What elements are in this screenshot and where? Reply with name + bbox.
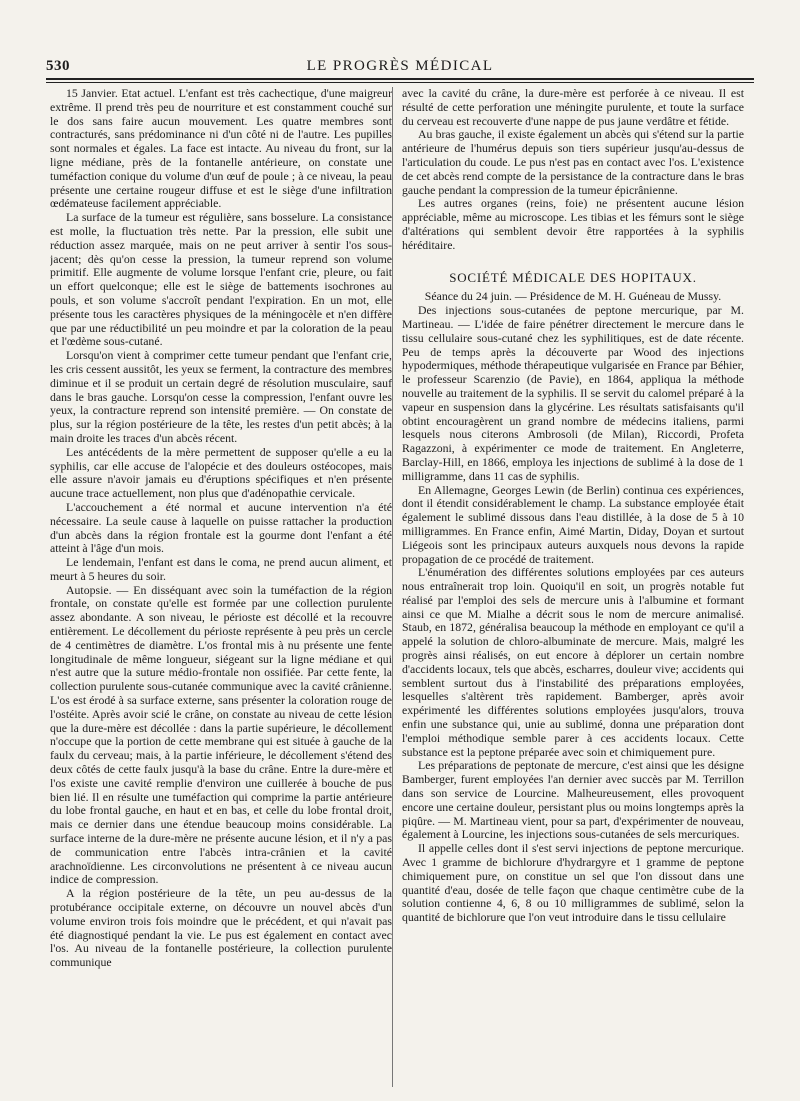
paragraph: A la région postérieure de la tête, un peu au-dessus de la protubérance occipitale externe, on découvre un nouvel abcès d'un volume environ trois fois moindre que le précédent, et qui n'avait pas été diagnostiqué pendant la vie. Le pus est également en contact avec l'os. Au niveau de la fontanelle postérieure, la collection purulente communique — [50, 886, 392, 970]
seance-line: Séance du 24 juin. — Présidence de M. H. Guéneau de Mussy. — [424, 289, 722, 304]
page-header — [46, 58, 754, 78]
paragraph: Des injections sous-cutanées de peptone mercurique, par M. Martineau. — L'idée de faire pénétrer directement le mercure dans le tissu cellulaire sous-cutané chez les syphilitiques, est de date récente. Peu de temps après la découverte par Wood des injections hypodermiques, méthode thérapeutique vulgarisée en France par Béhier, le professeur Scarenzio (de Pavie), en 1864, appliqua la méthode nouvelle au traitement de la syphilis. Il se servit du calomel préparé à la vapeur en suspension dans la glycérine. Les résultats satisfaisants qu'il obtint encouragèrent un grand nombre de médecins italiens, parmi lesquels nous citerons Ambrosoli (de Milan), Riccordi, Profeta Ragazzoni, à expérimenter ce mode de traitement. En Angleterre, Barclay-Hill, en 1866, employa les injections de sublimé à la dose de 1 milligramme, dans 11 cas de syphilis. — [402, 303, 744, 483]
continuation-paragraph: avec la cavité du crâne, la dure-mère est perforée à ce niveau. Il est résulté de cette perforation une méningite purulente, et toute la surface du cerveau est recouverte d'une nappe de pus jaune verdâtre et fétide. — [402, 87, 744, 128]
header-rule-thin — [46, 82, 754, 83]
paragraph: Les autres organes (reins, foie) ne présentent aucune lésion appréciable, même au microscope. Les tibias et les fémurs sont le siège d'altérations qui semblent devoir être rapportées à la syphilis héréditaire. — [402, 196, 744, 252]
left-column — [50, 87, 392, 1092]
paragraph: Les préparations de peptonate de mercure, c'est ainsi que les désigne Bamberger, furent employées l'an dernier avec succès par M. Terrillon dans son service de Lourcine. Malheureusement, elles provoquent encore une certaine douleur, persistant plus ou moins longtemps après la piqûre. — M. Martineau vient, pour sa part, d'expérimenter de nouveau, également à Lourcine, les injections sous-cutanées de sels mercuriques. — [402, 758, 744, 842]
paragraph: Autopsie. — En disséquant avec soin la tuméfaction de la région frontale, on constate qu'elle est formée par une collection purulente assez abondante. A son niveau, le périoste est décollé et la recouvre entièrement. Le décollement du périoste représente à peu près un cercle de 4 centimètres de diamètre. L'os frontal mis à nu présente une fente longitudinale de même longueur, siégeant sur la ligne médiane et qui n'est autre que la suture médio-frontale non ossifiée. Par cette fente, la collection purulente sous-cutanée communique avec la cavité crânienne. L'os est érodé à sa surface externe, sans présenter la coloration rouge de l'ostéite. Après avoir scié le crâne, on constate au niveau de cette lésion que la dure-mère est décollée : dans la partie supérieure, le décollement n'occupe que la portion de cette membrane qui est située à gauche de la faulx du cerveau; mais, à la partie inférieure, le décollement s'étend des deux côtés de cette faulx jusqu'à la base du crâne. Entre la dure-mère et l'os existe une cavité remplie d'environ une cuillerée à bouche de pus bien lié. Il en résulte une tuméfaction qui comprime la partie antérieure du lobe frontal gauche, en haut et en bas, et celle du lobe frontal droit, mais ce dernier dans une étendue beaucoup moins considérable. La surface interne de la dure-mère ne présente aucune lésion, et il n'y a pas de communication entre l'abcès intra-crânien et la cavité arachnoïdienne. Les circonvolutions ne présentent à ce niveau aucun indice de compression. — [50, 582, 392, 887]
paragraph: L'énumération des différentes solutions employées par ces auteurs nous entraînerait trop loin. Quoiqu'il en soit, un progrès notable fut réalisé par l'emploi des sels de mercure unis à l'albumine et formant ainsi ce que M. Mialhe a décrit sous le nom de mercure animalisé. Staub, en 1872, généralisa beaucoup la méthode en employant ce qu'il a appelé la solution de chloro-albuminate de mercure. Mais, malgré les progrès ainsi réalisés, on eut encore à déplorer un certain nombre d'accidents locaux, tels que abcès, escharres, douleur vive; accidents qui semblent surtout dus à l'instabilité des préparations employées, lesquelles s'altèrent très rapidement. Bamberger, après avoir expérimenté les différentes solutions employées jusqu'alors, trouva enfin une substance qui, unie au sublimé, donna une préparation dont l'emploi méthodique semble parer à ces accidents locaux. Cette substance est la peptone préparée avec soin et chimiquement pure. — [402, 565, 744, 759]
paragraph: L'accouchement a été normal et aucune intervention n'a été nécessaire. La seule cause à laquelle on puisse rattacher la production d'un abcès dans la région frontale est la gourme dont l'enfant a été atteint à l'âge d'un mois. — [50, 499, 392, 556]
right-column — [402, 87, 744, 1092]
paragraph: Les antécédents de la mère permettent de supposer qu'elle a eu la syphilis, car elle accuse de l'alopécie et des douleurs ostéocopes, mais elle assure n'avoir jamais eu d'éruptions spécifiques et n'en présente aucune trace actuellement, non plus que d'adénopathie cervicale. — [50, 444, 392, 501]
section-title — [402, 271, 744, 285]
header-rule-thick — [46, 78, 754, 80]
paragraph: Lorsqu'on vient à comprimer cette tumeur pendant que l'enfant crie, les cris cessent aussitôt, les yeux se ferment, la contracture des membres diminue et il se produit un certain degré de résolution musculaire, sauf dans le bras gauche. Lorsqu'on cesse la compression, l'enfant ouvre les yeux, la contracture reprend son intensité première. — On constate de plus, sur la région postérieure de la tête, les restes d'un petit abcès; à la main droite les traces d'un abcès récent. — [50, 348, 392, 445]
paragraph: Il appelle celles dont il s'est servi injections de peptone mercurique. Avec 1 gramme de bichlorure d'hydrargyre et 1 gramme de peptone chimiquement pure, on constitue un sel que l'on dissout dans une quantité d'eau, dosée de telle façon que chaque centimètre cube de la solution contienne 4, 6, 8 ou 10 milligrammes de sublimé, selon la quantité de bichlorure que l'on veut introduire dans le tissu cellulaire — [402, 841, 744, 925]
paragraph: La surface de la tumeur est régulière, sans bosselure. La consistance est molle, la fluctuation très nette. Par la pression, elle subit une réduction assez marquée, mais on ne peut arriver à sentir l'os sous-jacent; dès qu'on cesse la pression, la tumeur reprend son volume primitif. Elle augmente de volume lorsque l'enfant crie, pleure, ou fait un effort quelconque; elle est le siège de battements isochrones au pouls, et son volume s'accroît pendant l'expiration. En un mot, elle présente tous les caractères physiques de la méningocèle et n'en diffère que par une réductibilité un peu moindre et par la coloration de la peau et l'œdème sous-cutané. — [50, 210, 392, 349]
column-divider — [392, 87, 393, 1087]
paragraph: 15 Janvier. Etat actuel. L'enfant est très cachectique, d'une maigreur extrême. Il prend très peu de nourriture et est constamment couché sur le dos sans faire aucun mouvement. Les quatre membres sont contracturés, sans prédominance ni d'un côté ni de l'autre. Les pupilles sont normales et égales. La face est intacte. Au niveau du front, sur la ligne médiane, près de la fontanelle antérieure, on constate une tuméfaction conique du volume d'un œuf de poule ; à ce niveau, la peau présente une certaine rougeur diffuse et est le siège d'une infiltration œdémateuse facilement appréciable. — [50, 87, 392, 211]
section-title-text: SOCIÉTÉ MÉDICALE DES HOPITAUX. — [449, 269, 697, 285]
paragraph: Au bras gauche, il existe également un abcès qui s'étend sur la partie antérieure de l'humérus depuis son tiers supérieur jusqu'au-dessus de l'articulation du coude. Le pus n'est pas en contact avec l'os. L'existence de cet abcès rend compte de la persistance de la contracture dans le bras gauche pendant la compression de la tumeur épicrânienne. — [402, 127, 744, 197]
paragraph: En Allemagne, Georges Lewin (de Berlin) continua ces expériences, dont il étendit considérablement le champ. La substance employée était également le sublimé dissous dans l'eau distillée, à la dose de 5 à 10 milligrammes. En France enfin, Aimé Martin, Diday, Doyan et surtout Liégeois sont les principaux auteurs auxquels nous devons la rapide propagation de ce procédé de traitement. — [402, 482, 744, 566]
paragraph: Le lendemain, l'enfant est dans le coma, ne prend aucun aliment, et meurt à 5 heures du soir. — [50, 555, 392, 583]
journal-title: LE PROGRÈS MÉDICAL — [306, 58, 494, 74]
page-number: 530 — [46, 58, 70, 74]
